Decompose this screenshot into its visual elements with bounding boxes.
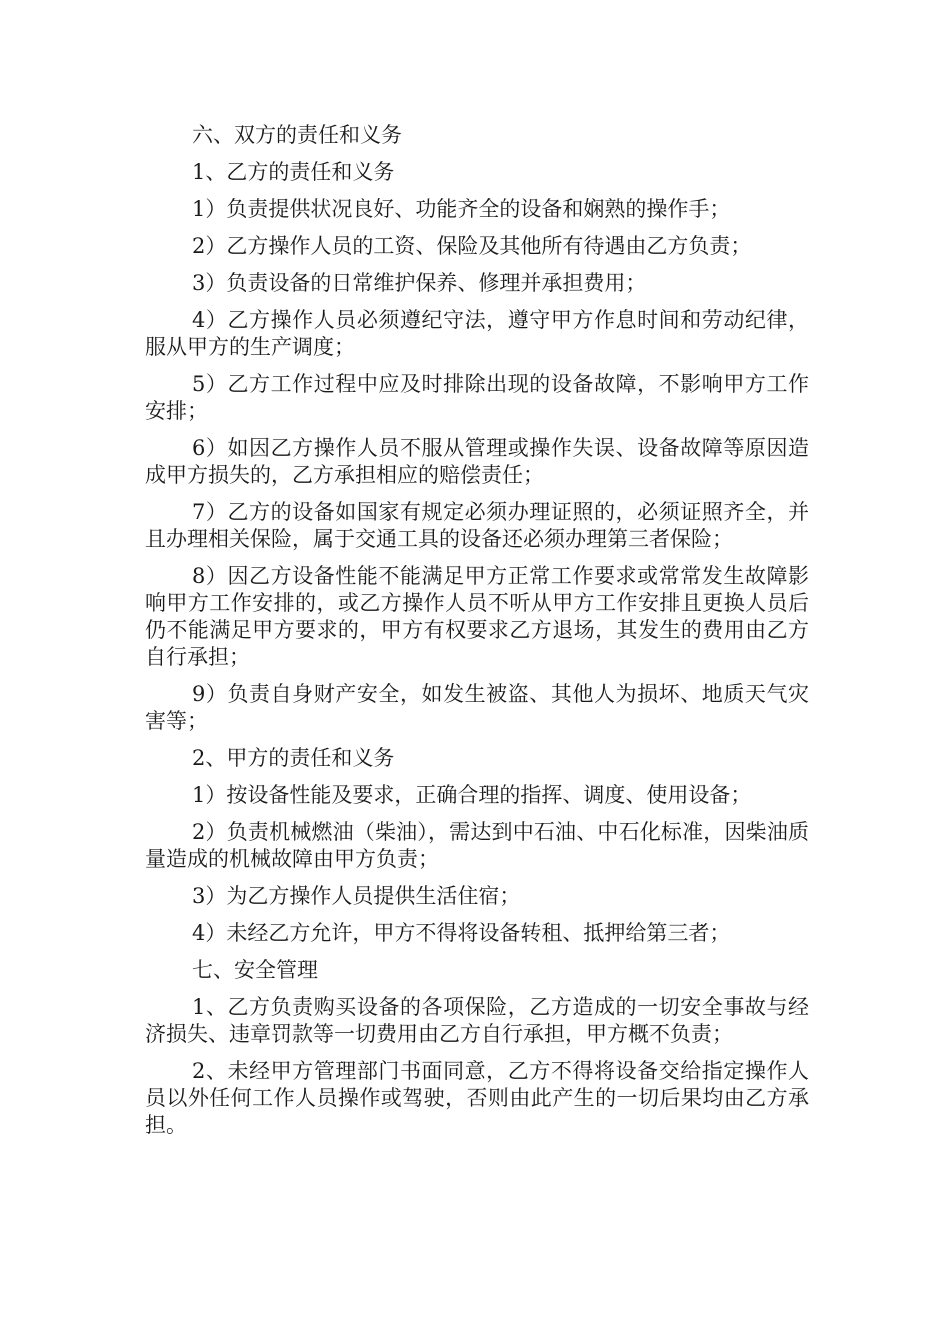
subsection-heading-party-a: 2、甲方的责任和义务	[192, 746, 395, 770]
clause-paragraph: 3）为乙方操作人员提供生活住宿；	[192, 884, 521, 908]
clause-paragraph: 2）乙方操作人员的工资、保险及其他所有待遇由乙方负责；	[192, 234, 752, 258]
document-body	[145, 122, 809, 1149]
clause-paragraph: 2）负责机械燃油（柴油），需达到中石油、中石化标准，因柴油质量造成的机械故障由甲方负责；	[145, 820, 809, 871]
clause-paragraph: 4）未经乙方允许，甲方不得将设备转租、抵押给第三者；	[192, 921, 731, 945]
clause-paragraph: 2、未经甲方管理部门书面同意，乙方不得将设备交给指定操作人员以外任何工作人员操作或驾驶，否则由此产生的一切后果均由乙方承担。	[145, 1059, 809, 1137]
clause-paragraph: 1）负责提供状况良好、功能齐全的设备和娴熟的操作手；	[192, 197, 731, 221]
clause-paragraph: 8）因乙方设备性能不能满足甲方正常工作要求或常常发生故障影响甲方工作安排的，或乙方操作人员不听从甲方工作安排且更换人员后仍不能满足甲方要求的，甲方有权要求乙方退场，其发生的费用由乙方自行承担；	[145, 564, 809, 669]
clause-paragraph: 1）按设备性能及要求，正确合理的指挥、调度、使用设备；	[192, 783, 752, 807]
section-heading-seven: 七、安全管理	[192, 958, 318, 982]
clause-paragraph: 3）负责设备的日常维护保养、修理并承担费用；	[192, 271, 647, 295]
subsection-heading-party-b: 1、乙方的责任和义务	[192, 160, 395, 184]
clause-paragraph: 9）负责自身财产安全，如发生被盗、其他人为损坏、地质天气灾害等；	[145, 682, 809, 733]
clause-paragraph: 1、乙方负责购买设备的各项保险，乙方造成的一切安全事故与经济损失、违章罚款等一切费用由乙方自行承担，甲方概不负责；	[145, 995, 809, 1046]
clause-paragraph: 5）乙方工作过程中应及时排除出现的设备故障，不影响甲方工作安排；	[145, 372, 809, 423]
clause-paragraph: 4）乙方操作人员必须遵纪守法，遵守甲方作息时间和劳动纪律，服从甲方的生产调度；	[145, 308, 809, 359]
clause-paragraph: 7）乙方的设备如国家有规定必须办理证照的，必须证照齐全，并且办理相关保险，属于交通工具的设备还必须办理第三者保险；	[145, 500, 809, 551]
section-heading-six: 六、双方的责任和义务	[192, 123, 402, 147]
clause-paragraph: 6）如因乙方操作人员不服从管理或操作失误、设备故障等原因造成甲方损失的，乙方承担相应的赔偿责任；	[145, 436, 809, 487]
